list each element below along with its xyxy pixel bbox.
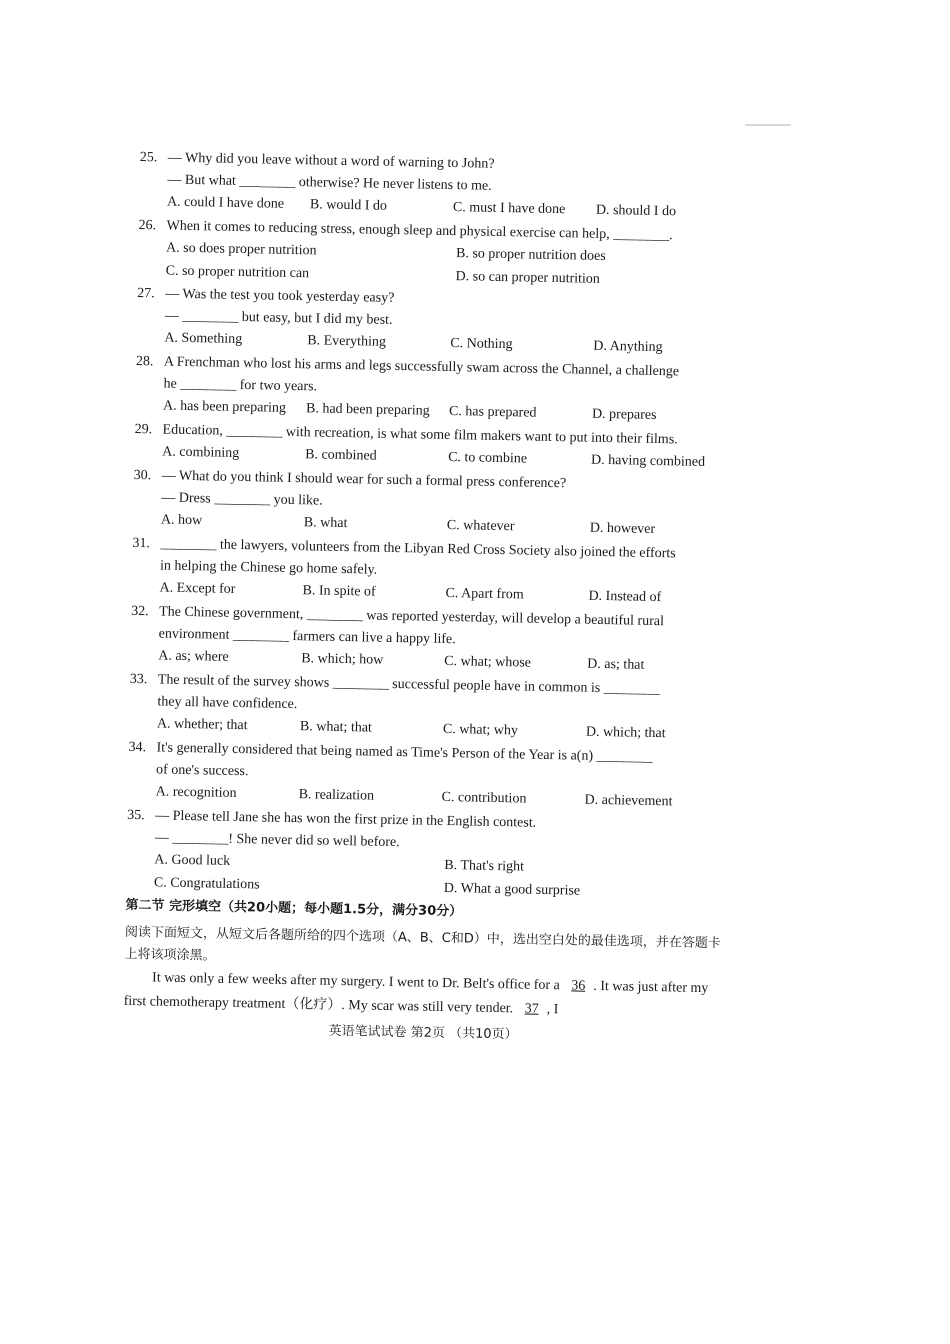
question-28 bbox=[135, 354, 736, 434]
question-indent bbox=[132, 569, 160, 570]
question-text: of one's success. bbox=[155, 762, 249, 780]
question-32 bbox=[130, 604, 731, 684]
option-a: A. Something bbox=[164, 330, 243, 347]
question-text: they all have confidence. bbox=[157, 694, 298, 713]
question-number: 26. bbox=[138, 217, 157, 234]
question-text: — But what ________ otherwise? He never listens to me. bbox=[167, 172, 492, 194]
question-number: 34. bbox=[128, 739, 147, 756]
blank-37: 37 bbox=[524, 1001, 539, 1017]
question-number: 28. bbox=[135, 353, 154, 370]
question-25 bbox=[139, 150, 740, 230]
option-b: B. had been preparing bbox=[305, 401, 430, 419]
question-text: Education, ________ with recreation, is what some film makers want to put into their films. bbox=[162, 422, 678, 448]
option-d: D. should I do bbox=[595, 202, 677, 220]
option-d: D. having combined bbox=[590, 452, 706, 470]
option-d: D. as; that bbox=[587, 656, 645, 673]
option-c: C. whatever bbox=[446, 517, 515, 535]
question-number: 33. bbox=[129, 671, 148, 688]
question-35 bbox=[126, 808, 728, 910]
question-26 bbox=[137, 218, 738, 298]
option-a: A. could I have done bbox=[166, 194, 285, 212]
option-c: C. must I have done bbox=[452, 200, 566, 218]
scan-mark bbox=[745, 124, 791, 126]
option-d: D. prepares bbox=[591, 406, 657, 423]
page-footer: 英语笔试试卷 第2页 （共10页） bbox=[328, 1023, 518, 1043]
option-c: C. Congratulations bbox=[153, 875, 260, 893]
question-number: 35. bbox=[127, 807, 145, 824]
question-number: 30. bbox=[133, 467, 152, 484]
option-b: B. Everything bbox=[307, 333, 387, 350]
option-a: A. whether; that bbox=[156, 716, 248, 734]
question-text: — What do you think I should wear for such a formal press conference? bbox=[161, 468, 567, 492]
option-d: D. so can proper nutrition bbox=[455, 269, 600, 287]
question-number: 27. bbox=[137, 285, 155, 302]
question-text: he ________ for two years. bbox=[163, 376, 318, 395]
option-c: C. what; whose bbox=[444, 653, 532, 671]
question-number: 29. bbox=[134, 421, 153, 438]
option-b: B. That's right bbox=[444, 857, 525, 875]
option-b: B. realization bbox=[298, 787, 375, 804]
option-b: B. combined bbox=[305, 447, 377, 464]
option-c: C. Apart from bbox=[445, 585, 524, 603]
question-text: — Why did you leave without a word of warning to John? bbox=[167, 150, 495, 172]
question-indent bbox=[137, 319, 165, 320]
passage-text-2: . It was just after my first chemotherapy treatment（化疗）. My scar was still very tender. bbox=[123, 978, 709, 1017]
option-c: C. what; why bbox=[442, 721, 519, 739]
option-d: D. which; that bbox=[585, 724, 666, 742]
option-c: C. Nothing bbox=[450, 335, 513, 353]
option-c: C. so proper nutrition can bbox=[165, 263, 310, 282]
option-a: A. has been preparing bbox=[162, 398, 287, 416]
option-a: A. Except for bbox=[159, 580, 236, 597]
question-text: A Frenchman who lost his arms and legs successfully swam across the Channel, a challenge bbox=[163, 354, 680, 380]
option-b: B. what; that bbox=[299, 719, 373, 736]
question-indent bbox=[133, 501, 161, 502]
option-d: D. What a good surprise bbox=[443, 880, 581, 899]
option-d: D. Instead of bbox=[588, 588, 662, 606]
option-b: B. what bbox=[303, 515, 348, 532]
question-list bbox=[126, 150, 740, 909]
question-indent bbox=[135, 387, 163, 388]
option-d: D. however bbox=[589, 520, 656, 537]
question-text: — Was the test you took yesterday easy? bbox=[165, 286, 395, 306]
question-text: ________ the lawyers, volunteers from the Libyan Red Cross Society also joined the efforts bbox=[160, 536, 676, 562]
option-b: B. would I do bbox=[309, 197, 388, 214]
question-text: environment ________ farmers can live a happy life. bbox=[158, 626, 456, 648]
question-text: — ________! She never did so well before. bbox=[154, 830, 400, 851]
question-31 bbox=[131, 536, 732, 616]
question-text: in helping the Chinese go home safely. bbox=[159, 558, 378, 578]
cloze-passage bbox=[123, 966, 724, 1026]
question-text: — ________ but easy, but I did my best. bbox=[164, 308, 393, 328]
option-a: A. combining bbox=[162, 444, 240, 461]
section-instruction: 阅读下面短文，从短文后各题所给的四个选项（A、B、C和D）中，选出空白处的最佳选项，并在答题卡上将该项涂黑。 bbox=[124, 924, 721, 964]
question-indent bbox=[129, 705, 157, 706]
question-text: When it comes to reducing stress, enough sleep and physical exercise can help, ________. bbox=[166, 218, 673, 244]
option-a: A. so does proper nutrition bbox=[165, 240, 317, 259]
option-a: A. how bbox=[160, 512, 203, 529]
option-c: C. contribution bbox=[441, 789, 527, 807]
option-d: D. Anything bbox=[593, 338, 663, 356]
option-b: B. so proper nutrition does bbox=[455, 246, 606, 264]
question-number: 31. bbox=[132, 535, 151, 552]
option-b: B. In spite of bbox=[302, 583, 376, 600]
option-c: C. has prepared bbox=[448, 403, 537, 421]
question-indent bbox=[139, 183, 167, 184]
question-text: — Dress ________ you like. bbox=[161, 490, 323, 509]
section-title: 第二节 完形填空（共20小题；每小题1.5分，满分30分） bbox=[125, 897, 463, 920]
question-indent bbox=[131, 637, 159, 638]
question-33 bbox=[129, 672, 730, 752]
question-text: — Please tell Jane she has won the first prize in the English contest. bbox=[155, 808, 537, 831]
option-a: A. Good luck bbox=[154, 852, 231, 869]
exam-sheet bbox=[123, 150, 740, 1047]
question-text: The Chinese government, ________ was reported yesterday, will develop a beautiful rural bbox=[158, 604, 665, 630]
option-a: A. recognition bbox=[155, 784, 237, 801]
question-number: 32. bbox=[130, 603, 149, 620]
option-b: B. which; how bbox=[301, 651, 384, 668]
question-indent bbox=[127, 841, 155, 842]
question-indent bbox=[128, 773, 156, 774]
question-number: 25. bbox=[139, 150, 158, 166]
question-text: The result of the survey shows ________ successful people have in common is ________ bbox=[157, 672, 660, 698]
option-c: C. to combine bbox=[448, 449, 528, 467]
question-30 bbox=[133, 468, 734, 548]
question-27 bbox=[136, 286, 737, 366]
option-a: A. as; where bbox=[158, 648, 229, 665]
question-34 bbox=[127, 740, 728, 820]
passage-text-1: It was only a few weeks after my surgery. I went to Dr. Belt's office for a bbox=[151, 970, 560, 994]
passage-text-3: , I bbox=[546, 1001, 559, 1018]
option-d: D. achievement bbox=[584, 792, 673, 810]
question-text: It's generally considered that being named as Time's Person of the Year is a(n) ________ bbox=[156, 740, 653, 765]
blank-36: 36 bbox=[571, 978, 586, 994]
